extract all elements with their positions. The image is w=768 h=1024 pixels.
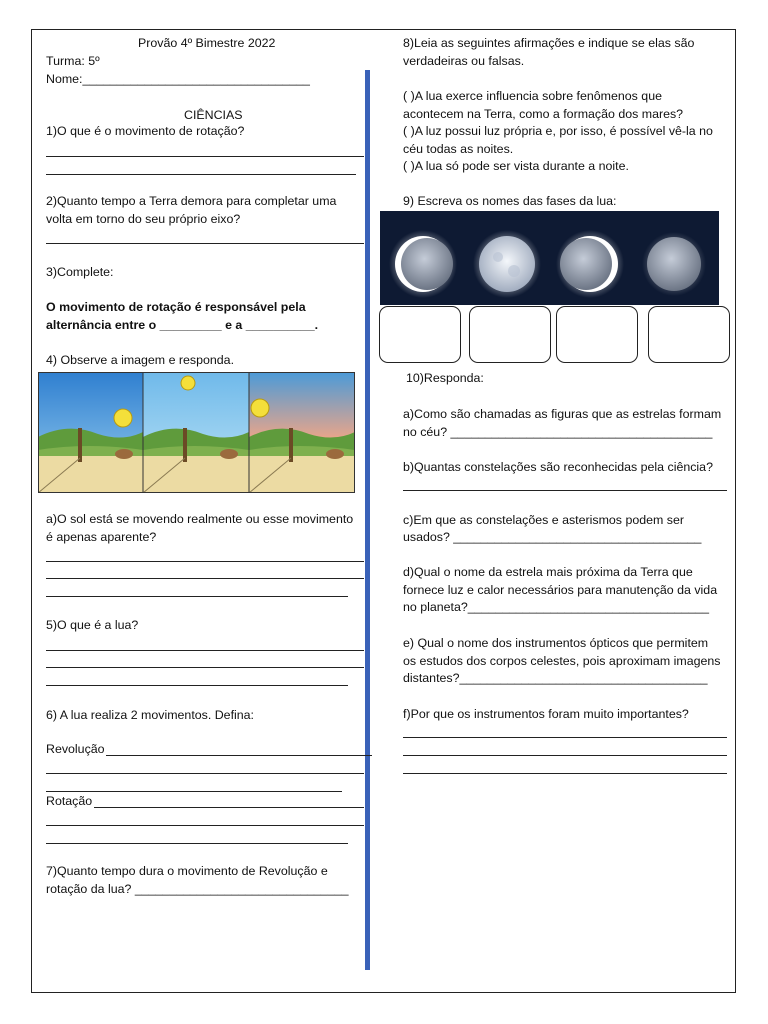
answer-line[interactable] [46, 667, 364, 668]
moon-phase-4-icon [642, 232, 706, 296]
question-10e-line-2: os estudos dos corpos celestes, pois aproximam imagens [403, 654, 721, 668]
question-4a-line-1: a)O sol está se movendo realmente ou esse movimento [46, 512, 354, 526]
question-2-line-1: 2)Quanto tempo a Terra demora para completar uma [46, 194, 337, 208]
statement-1-line-2: acontecem na Terra, como a formação dos mares? [403, 107, 684, 121]
answer-line[interactable] [46, 773, 364, 774]
statement-3[interactable]: ( )A lua só pode ser vista durante a noite. [403, 159, 629, 173]
sun-icon [251, 399, 269, 417]
question-10: 10)Responda: [406, 371, 484, 385]
answer-line[interactable] [46, 243, 364, 244]
answer-line[interactable] [403, 755, 727, 756]
question-10d-line-2: fornece luz e calor necessários para manutenção da vida [403, 583, 718, 597]
answer-line[interactable] [403, 773, 727, 774]
answer-line[interactable] [403, 737, 727, 738]
statement-2-line-2: céu todas as noites. [403, 142, 514, 156]
statement-2-line-1[interactable]: ( )A luz possui luz própria e, por isso, é possível vê-la no [403, 124, 713, 138]
moon-phase-2-icon [473, 230, 541, 298]
statement-1-line-1[interactable]: ( )A lua exerce influencia sobre fenômenos que [403, 89, 662, 103]
rotation-answer-line[interactable] [94, 807, 364, 808]
revolution-label: Revolução [46, 742, 105, 756]
moon-phase-3-icon [556, 230, 624, 298]
sun-icon [114, 409, 132, 427]
question-10d-line-3[interactable]: no planeta?___________________________________ [403, 600, 709, 614]
moon-phase-answer-box-2[interactable] [469, 306, 551, 363]
moon-phases-image [380, 211, 719, 305]
answer-line[interactable] [46, 825, 364, 826]
moon-phase-answer-box-3[interactable] [556, 306, 638, 363]
answer-line[interactable] [46, 650, 364, 651]
answer-line[interactable] [46, 174, 356, 175]
question-10c-line-2[interactable]: usados? ____________________________________ [403, 530, 702, 544]
exam-title: Provão 4º Bimestre 2022 [138, 36, 276, 50]
question-3-title: 3)Complete: [46, 265, 114, 279]
question-3-line-2[interactable]: alternância entre o _________ e a __________. [46, 318, 319, 332]
question-9: 9) Escreva os nomes das fases da lua: [403, 194, 617, 208]
moon-phase-answer-box-1[interactable] [379, 306, 461, 363]
rotation-label: Rotação [46, 794, 93, 808]
class-label: Turma: 5º [46, 54, 100, 68]
question-10a-line-2[interactable]: no céu? ______________________________________ [403, 425, 713, 439]
moon-phase-1-icon [389, 230, 457, 298]
answer-line[interactable] [46, 596, 348, 597]
question-6: 6) A lua realiza 2 movimentos. Defina: [46, 708, 254, 722]
moon-phase-answer-box-4[interactable] [648, 306, 730, 363]
question-1: 1)O que é o movimento de rotação? [46, 124, 245, 138]
question-4a-line-2: é apenas aparente? [46, 530, 157, 544]
question-10d-line-1: d)Qual o nome da estrela mais próxima da Terra que [403, 565, 693, 579]
question-7-line-1: 7)Quanto tempo dura o movimento de Revolução e [46, 864, 328, 878]
sun-icon [181, 376, 195, 390]
answer-line[interactable] [403, 490, 727, 491]
question-10e-line-3[interactable]: distantes?____________________________________ [403, 671, 708, 685]
question-10b: b)Quantas constelações são reconhecidas pela ciência? [403, 460, 713, 474]
question-5: 5)O que é a lua? [46, 618, 139, 632]
question-3-line-1: O movimento de rotação é responsável pela [46, 300, 306, 314]
question-8-line-1: 8)Leia as seguintes afirmações e indique se elas são [403, 36, 695, 50]
revolution-answer-line[interactable] [106, 755, 372, 756]
name-field[interactable]: Nome:_________________________________ [46, 72, 310, 86]
question-8-line-2: verdadeiras ou falsas. [403, 54, 525, 68]
answer-line[interactable] [46, 843, 348, 844]
sun-movement-illustration [38, 372, 355, 493]
answer-line[interactable] [46, 578, 364, 579]
question-2-line-2: volta em torno do seu próprio eixo? [46, 212, 241, 226]
answer-line[interactable] [46, 561, 364, 562]
column-divider [365, 70, 370, 970]
question-4: 4) Observe a imagem e responda. [46, 353, 235, 367]
answer-line[interactable] [46, 156, 364, 157]
question-10c-line-1: c)Em que as constelações e asterismos podem ser [403, 513, 684, 527]
question-10a-line-1: a)Como são chamadas as figuras que as estrelas formam [403, 407, 722, 421]
answer-line[interactable] [46, 685, 348, 686]
question-10e-line-1: e) Qual o nome dos instrumentos ópticos que permitem [403, 636, 709, 650]
question-10f: f)Por que os instrumentos foram muito importantes? [403, 707, 689, 721]
question-7-line-2[interactable]: rotação da lua? _______________________________ [46, 882, 349, 896]
subject-title: CIÊNCIAS [184, 108, 243, 122]
